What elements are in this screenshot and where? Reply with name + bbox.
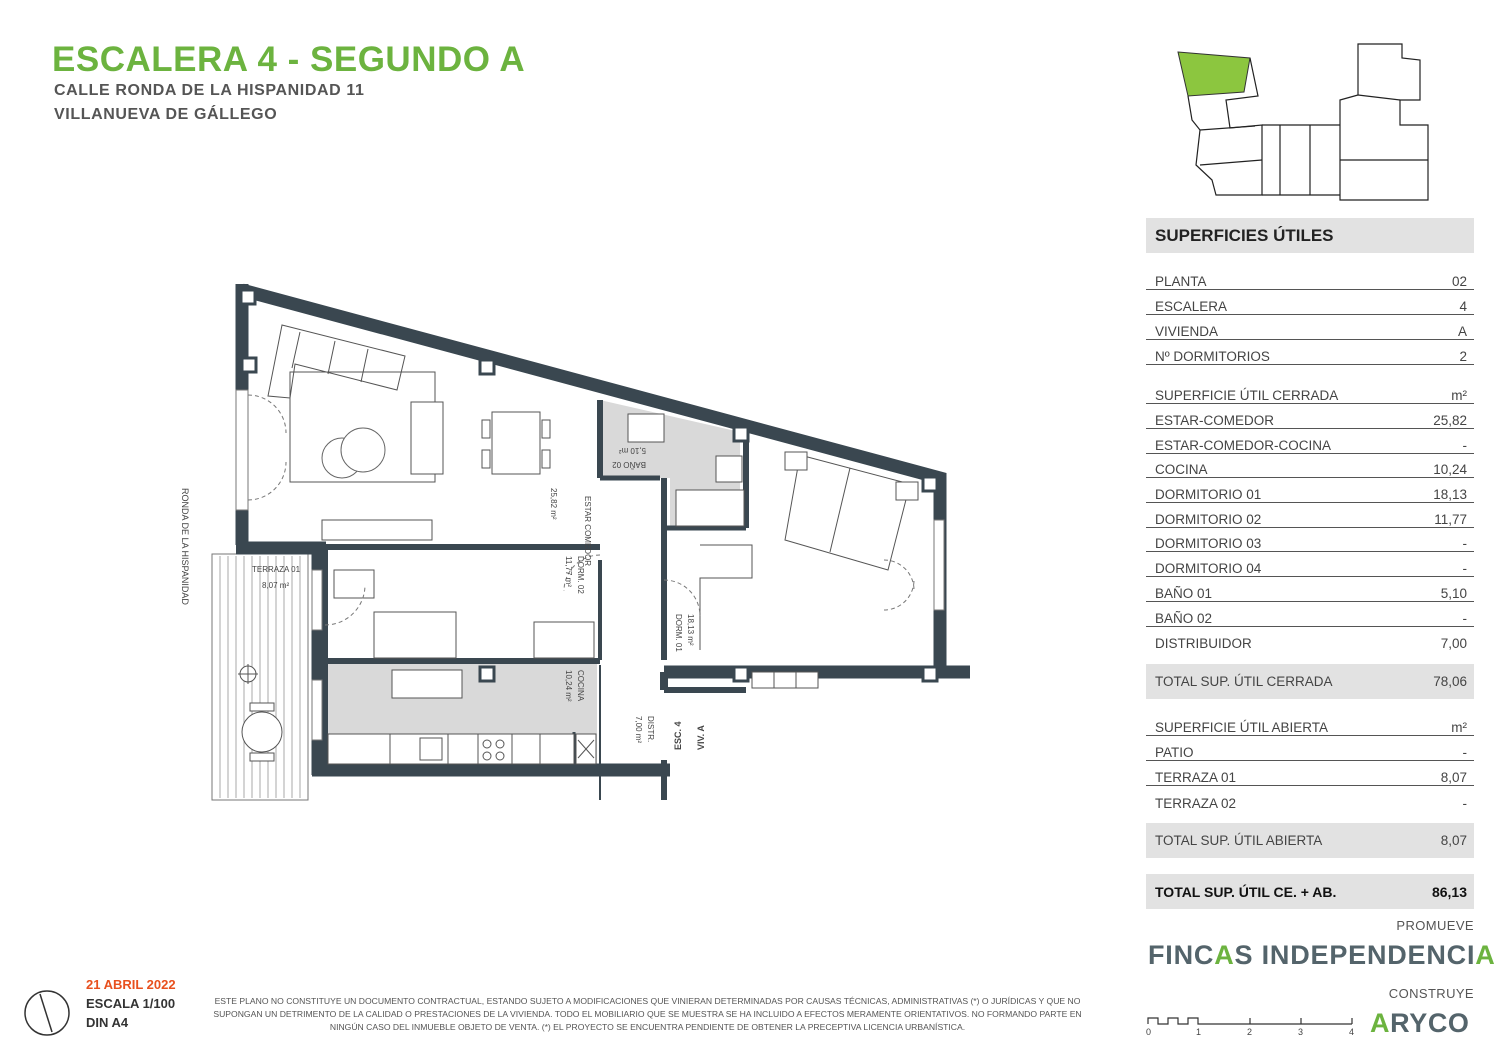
disclaimer-text: ESTE PLANO NO CONSTITUYE UN DOCUMENTO CONTRACTUAL, ESTANDO SUJETO A MODIFICACIONES QUE VINIERAN DETERMINADAS POR CAUSAS TÉCNICAS, ADMINISTRATIVAS (*) O JURÍDICAS Y QUE NO SUPONGAN UN DETRIMENTO DE LA CALIDAD O PRESTACIONES DE LA VIVIENDA. TODO EL MOBILIARIO QUE SE MUESTRA SE HA INCLUIDO A EFECTOS MERAMENTE ORIENTATIVOS. NO FORMANDO PARTE EN NINGÚN CASO DEL INMUEBLE OBJETO DE VENTA. (*) EL PROYECTO SE ENCUENTRA PENDIENTE DE OBTENER LA PRECEPTIVA LICENCIA URBANÍSTICA. — [213, 996, 1082, 1032]
promoter-label: PROMUEVE — [1396, 918, 1474, 933]
table-row: ESTAR-COMEDOR 25,82 — [1146, 405, 1474, 429]
kitchen-table — [392, 670, 462, 698]
room-label-dorm02: DORM. 02 — [576, 556, 585, 594]
north-arrow-icon — [22, 988, 72, 1038]
total-closed-row: TOTAL SUP. ÚTIL CERRADA 78,06 — [1146, 664, 1474, 699]
builder-label: CONSTRUYE — [1388, 986, 1474, 1001]
table-row: BAÑO 02 - — [1146, 603, 1474, 627]
table-row: ESCALERA 4 — [1146, 291, 1474, 315]
stair-label: ESC. 4 — [673, 721, 683, 750]
key-plan — [1165, 38, 1435, 208]
table-row: DORMITORIO 02 11,77 — [1146, 504, 1474, 528]
page-title: ESCALERA 4 - SEGUNDO A — [52, 40, 526, 79]
table-row: DORMITORIO 03 - — [1146, 528, 1474, 552]
scale-tick: 0 — [1146, 1027, 1152, 1037]
table-row: PATIO - — [1146, 737, 1474, 761]
table-row: DORMITORIO 01 18,13 — [1146, 479, 1474, 503]
room-label-bano: BAÑO 02 — [612, 460, 646, 469]
room-label-terraza: TERRAZA 01 — [252, 565, 301, 574]
armchair — [411, 402, 443, 474]
surfaces-table — [1146, 218, 1474, 900]
room-label-estar: ESTAR COMEDOR — [583, 496, 592, 567]
closed-header: SUPERFICIE ÚTIL CERRADA m² — [1146, 380, 1474, 404]
tv-unit — [322, 520, 432, 540]
town-line: VILLANUEVA DE GÁLLEGO — [54, 106, 278, 123]
single-bed — [374, 612, 456, 658]
dining-table — [492, 412, 540, 474]
room-area-bano: 5,10 m² — [618, 446, 646, 455]
table-row: VIVIENDA A — [1146, 316, 1474, 340]
table-row: Nº DORMITORIOS 2 — [1146, 341, 1474, 365]
room-label-dorm01: DORM. 01 — [674, 614, 683, 652]
room-area-estar: 25,82 m² — [549, 488, 558, 520]
scale-tick: 1 — [1196, 1027, 1202, 1037]
scale-tick: 2 — [1247, 1027, 1253, 1037]
table-row: TERRAZA 02 - — [1155, 796, 1467, 811]
room-label-distr: DISTR. — [646, 716, 655, 743]
aryco-logo: ARYCO — [1370, 1008, 1470, 1038]
total-open-row: TOTAL SUP. ÚTIL ABIERTA 8,07 — [1146, 823, 1474, 858]
key-plan-highlight — [1178, 52, 1250, 96]
table-row: DISTRIBUIDOR 7,00 — [1155, 636, 1467, 651]
room-area-dorm02: 11,77 m² — [564, 556, 573, 587]
grand-total-row: TOTAL SUP. ÚTIL CE. + AB. 86,13 — [1146, 874, 1474, 909]
open-header: SUPERFICIE ÚTIL ABIERTA m² — [1146, 712, 1474, 736]
fincas-logo: FINCAS INDEPENDENCIA — [1148, 940, 1496, 970]
room-area-distr: 7,00 m² — [634, 716, 643, 744]
room-label-cocina: COCINA — [576, 670, 585, 702]
table-row: PLANTA 02 — [1146, 266, 1474, 290]
scale-tick: 4 — [1349, 1027, 1355, 1037]
table-row: BAÑO 01 5,10 — [1146, 578, 1474, 602]
plan-scale: ESCALA 1/100 — [86, 996, 176, 1011]
sofa — [268, 325, 405, 398]
table-row: COCINA 10,24 — [1146, 454, 1474, 478]
room-area-terraza: 8,07 m² — [262, 581, 290, 590]
paper-size: DIN A4 — [86, 1015, 129, 1030]
plan-date: 21 ABRIL 2022 — [86, 977, 176, 992]
dwelling-label: VIV. A — [696, 725, 706, 750]
scale-bar — [1146, 1010, 1361, 1038]
scale-tick: 3 — [1298, 1027, 1304, 1037]
room-area-cocina: 10,24 m² — [564, 670, 573, 702]
address-line: CALLE RONDA DE LA HISPANIDAD 11 — [54, 82, 365, 99]
room-area-dorm01: 18,13 m² — [686, 614, 695, 646]
table-title: SUPERFICIES ÚTILES — [1146, 218, 1474, 253]
table-row: DORMITORIO 04 - — [1146, 553, 1474, 577]
floor-plan — [160, 270, 980, 810]
table-row: TERRAZA 01 8,07 — [1146, 762, 1474, 786]
street-label: RONDA DE LA HISPANIDAD — [180, 488, 190, 605]
table-row: ESTAR-COMEDOR-COCINA - — [1146, 430, 1474, 454]
